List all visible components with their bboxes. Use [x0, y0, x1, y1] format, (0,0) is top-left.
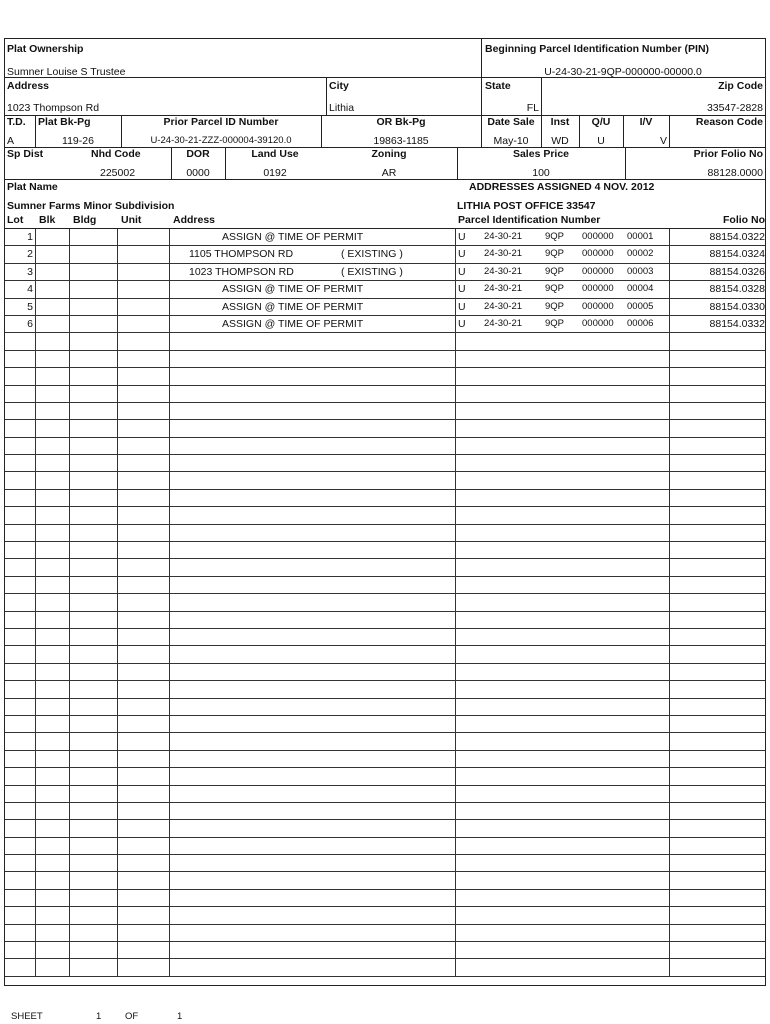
- plat-name-label: Plat Name: [7, 181, 58, 193]
- pin-block: 000000: [582, 317, 614, 329]
- pin-prefix: U: [458, 231, 466, 243]
- existing-note: ( EXISTING ): [341, 248, 403, 261]
- table-row: [5, 664, 765, 681]
- table-row: [5, 299, 765, 316]
- table-row: [5, 646, 765, 663]
- pin-twp: 24-30-21: [484, 300, 523, 312]
- column-header: [5, 211, 765, 229]
- lot-address: ASSIGN @ TIME OF PERMIT: [222, 231, 364, 243]
- col-folio: Folio No: [723, 214, 765, 226]
- lot-address: 1023 THOMPSON RD: [189, 265, 294, 278]
- pin-block: 000000: [582, 283, 614, 295]
- pin-prefix: U: [458, 283, 466, 296]
- or-bk-pg-label: OR Bk-Pg: [376, 116, 426, 128]
- table-row: [5, 803, 765, 820]
- pin-block: 000000: [582, 265, 614, 277]
- plat-name-value: Sumner Farms Minor Subdivision: [7, 200, 175, 212]
- table-row: [5, 559, 765, 576]
- state-label: State: [485, 80, 511, 92]
- addresses-assigned: ADDRESSES ASSIGNED 4 NOV. 2012: [469, 181, 655, 193]
- pin-sub: 9QP: [545, 283, 565, 295]
- prior-folio-value: 88128.0000: [707, 167, 763, 179]
- table-row: [5, 890, 765, 907]
- lot-number: 3: [27, 265, 33, 278]
- pin-twp: 24-30-21: [484, 317, 523, 329]
- lot-number: 4: [27, 283, 33, 296]
- table-row: [5, 386, 765, 403]
- table-row: [5, 420, 765, 437]
- table-row: [5, 872, 765, 889]
- table-row: [5, 716, 765, 733]
- pin-block: 000000: [582, 248, 614, 260]
- city-value: Lithia: [329, 102, 355, 114]
- post-office: LITHIA POST OFFICE 33547: [457, 200, 596, 212]
- zip-value: 33547-2828: [706, 102, 763, 114]
- table-row: [5, 351, 765, 368]
- sp-dist-label: Sp Dist: [7, 148, 44, 160]
- lot-table: [5, 229, 765, 977]
- pin-sub: 9QP: [545, 231, 565, 242]
- col-address: Address: [173, 214, 216, 226]
- table-row: [5, 925, 765, 942]
- table-row: [5, 542, 765, 559]
- table-row: [5, 768, 765, 785]
- plat-ownership-label: Plat Ownership: [7, 43, 84, 55]
- pin-lot: 00004: [627, 283, 654, 295]
- inst-label: Inst: [550, 116, 570, 128]
- lot-number: 6: [27, 317, 33, 330]
- iv-value: V: [659, 135, 667, 147]
- td-label: T.D.: [7, 116, 26, 128]
- table-row: [5, 855, 765, 872]
- pin-lot: 00001: [627, 231, 654, 242]
- td-value: A: [7, 135, 15, 147]
- table-row: [5, 368, 765, 385]
- pin-twp: 24-30-21: [484, 231, 523, 242]
- address-label: Address: [7, 80, 50, 92]
- pin-twp: 24-30-21: [484, 265, 523, 277]
- pin-prefix: U: [458, 317, 466, 330]
- col-bldg: Bldg: [73, 214, 97, 226]
- pin-sub: 9QP: [545, 300, 565, 312]
- table-row: [5, 316, 765, 333]
- table-row: [5, 246, 765, 263]
- owner-address: 1023 Thompson Rd: [7, 102, 100, 114]
- table-row: [5, 525, 765, 542]
- date-sale-label: Date Sale: [487, 116, 535, 128]
- table-row: [5, 959, 765, 976]
- qu-label: Q/U: [591, 116, 611, 128]
- table-row: [5, 751, 765, 768]
- table-row: [5, 907, 765, 924]
- pin-block: 000000: [582, 300, 614, 312]
- lot-address: ASSIGN @ TIME OF PERMIT: [222, 317, 364, 330]
- or-bk-pg-value: 19863-1185: [373, 135, 429, 147]
- sheet-label: SHEET: [11, 1011, 43, 1022]
- sales-price-value: 100: [532, 167, 550, 179]
- lot-number: 2: [27, 248, 33, 261]
- table-row: [5, 699, 765, 716]
- pin-lot: 00006: [627, 317, 654, 329]
- pin-prefix: U: [458, 248, 466, 261]
- table-row: [5, 942, 765, 959]
- prior-parcel-label: Prior Parcel ID Number: [163, 116, 279, 128]
- ownership-section: [5, 39, 765, 78]
- date-sale-value: May-10: [493, 135, 529, 147]
- table-row: [5, 629, 765, 646]
- col-blk: Blk: [39, 214, 56, 226]
- table-row: [5, 403, 765, 420]
- table-row: [5, 838, 765, 855]
- qu-value: U: [597, 135, 605, 147]
- nhd-code-value: 225002: [100, 167, 136, 179]
- state-value: FL: [526, 102, 539, 114]
- nhd-code-label: Nhd Code: [91, 148, 141, 160]
- pin-lot: 00005: [627, 300, 654, 312]
- pin-sub: 9QP: [545, 248, 565, 260]
- table-row: [5, 594, 765, 611]
- table-row: [5, 438, 765, 455]
- pin-lot: 00002: [627, 248, 654, 260]
- folio-number: 88154.0330: [709, 300, 765, 313]
- sheet-total: 1: [177, 1011, 183, 1022]
- table-row: [5, 733, 765, 750]
- iv-label: I/V: [639, 116, 653, 128]
- city-label: City: [329, 80, 349, 92]
- plat-bk-pg-value: 119-26: [62, 135, 94, 147]
- beginning-pin: U-24-30-21-9QP-000000-00000.0: [544, 66, 702, 78]
- pin-sub: 9QP: [545, 317, 565, 329]
- pin-lot: 00003: [627, 265, 654, 277]
- table-row: [5, 786, 765, 803]
- land-use-value: 0192: [263, 167, 287, 179]
- inst-value: WD: [551, 135, 569, 147]
- table-row: [5, 577, 765, 594]
- zip-label: Zip Code: [718, 80, 763, 92]
- table-row: [5, 455, 765, 472]
- land-use-label: Land Use: [251, 148, 299, 160]
- lot-number: 1: [27, 231, 33, 243]
- pin-twp: 24-30-21: [484, 248, 523, 260]
- folio-number: 88154.0332: [709, 317, 765, 330]
- table-row: [5, 333, 765, 350]
- table-row: [5, 281, 765, 298]
- pin-block: 000000: [582, 231, 614, 242]
- lot-number: 5: [27, 300, 33, 313]
- sales-price-label: Sales Price: [512, 148, 570, 160]
- table-row: [5, 681, 765, 698]
- table-row: [5, 229, 765, 246]
- col-unit: Unit: [121, 214, 142, 226]
- reason-code-label: Reason Code: [695, 116, 763, 128]
- plat-sheet: [4, 38, 766, 1022]
- table-row: [5, 490, 765, 507]
- existing-note: ( EXISTING ): [341, 265, 403, 278]
- col-lot: Lot: [7, 214, 24, 226]
- pin-twp: 24-30-21: [484, 283, 523, 295]
- pin-prefix: U: [458, 300, 466, 313]
- dor-label: DOR: [186, 148, 210, 160]
- table-row: [5, 264, 765, 281]
- folio-number: 88154.0324: [709, 248, 765, 261]
- lot-address: ASSIGN @ TIME OF PERMIT: [222, 283, 364, 296]
- owner-name: Sumner Louise S Trustee: [7, 66, 126, 78]
- district-section: [5, 148, 765, 180]
- dor-value: 0000: [186, 167, 210, 179]
- pin-prefix: U: [458, 265, 466, 278]
- plat-name-section: [5, 180, 765, 213]
- of-label: OF: [125, 1011, 139, 1022]
- zoning-label: Zoning: [371, 148, 407, 160]
- table-row: [5, 820, 765, 837]
- lot-address: 1105 THOMPSON RD: [189, 248, 294, 261]
- zoning-value: AR: [381, 167, 397, 179]
- prior-folio-label: Prior Folio No: [693, 148, 763, 160]
- pin-label: Beginning Parcel Identification Number (PIN): [485, 43, 710, 55]
- table-row: [5, 472, 765, 489]
- folio-number: 88154.0322: [709, 231, 765, 243]
- pin-sub: 9QP: [545, 265, 565, 277]
- parcel-section: [5, 116, 765, 148]
- table-row: [5, 612, 765, 629]
- plat-bk-pg-label: Plat Bk-Pg: [38, 116, 91, 128]
- sheet-number: 1: [96, 1011, 102, 1022]
- table-row: [5, 507, 765, 524]
- prior-parcel-value: U-24-30-21-ZZZ-000004-39120.0: [150, 135, 292, 146]
- folio-number: 88154.0328: [709, 283, 765, 296]
- address-section: [5, 78, 765, 116]
- col-pin: Parcel Identification Number: [458, 214, 601, 226]
- folio-number: 88154.0326: [709, 265, 765, 278]
- lot-address: ASSIGN @ TIME OF PERMIT: [222, 300, 364, 313]
